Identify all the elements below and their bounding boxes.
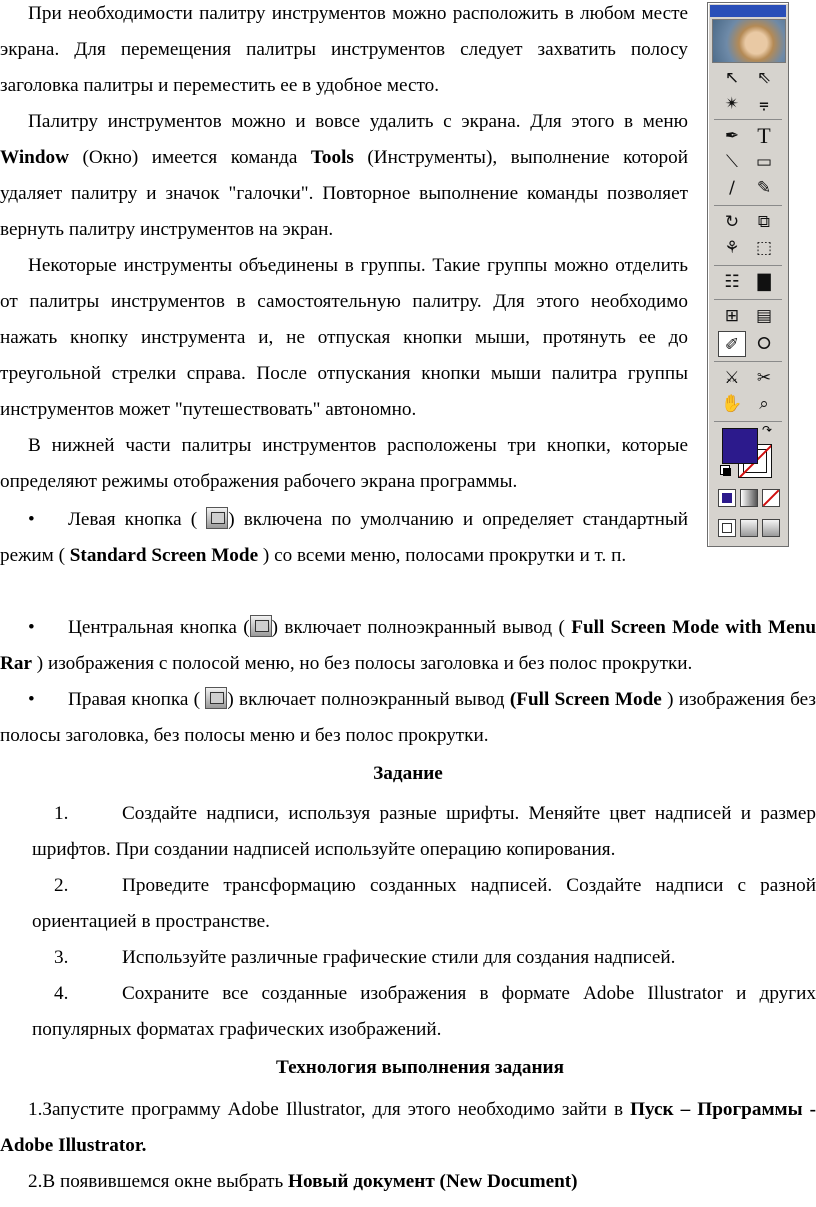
hand-icon: ✋ [721,394,743,414]
line-segment-icon: ⟍ [726,152,738,172]
palette-separator [714,299,782,300]
task-item: 2. Проведите трансформацию созданных надписей. Создайте надписи с разной ориентацией в пространстве. [32,875,816,932]
task-item: 4. Сохраните все созданные изображения в формате Adobe Illustrator и других популярных форматах графических изображений. [32,983,816,1040]
symbol-sprayer-icon: ☷ [724,272,740,292]
none-mode-button [762,489,780,507]
task-item: 3. Используйте различные графические стили для создания надписей. [54,947,676,968]
default-colors-icon [720,465,732,477]
technology-heading: Технология выполнения задания [276,1057,564,1078]
selection-arrow-icon: ↖ [724,68,740,88]
scissors-icon: ✂ [756,368,772,388]
gradient-icon: ▤ [755,306,773,326]
palette-separator [714,119,782,120]
free-transform-icon: ⬚ [755,238,773,258]
menu-window-text: Window [0,147,69,168]
palette-separator [714,205,782,206]
task-item: 1. Создайте надписи, используя разные шрифты. Меняйте цвет надписей и размер шрифтов. При создании надписей используйте операцию копирования. [32,803,816,860]
warp-icon: ⚘ [724,238,740,258]
full-screen-menu-mode-button [740,519,758,537]
window-icon [722,523,732,533]
bullet-symbol: • [28,617,35,638]
slice-icon: ⚔ [724,368,740,388]
illustrator-logo [712,19,786,63]
paragraph-remove-palette: Палитру инструментов можно и вовсе удалить с экрана. Для этого в меню Window (Окно) имеется команда Tools (Инструменты), выполнение которой удаляет палитру и значок "галочки". Повторное выполнение команды позволяет вернуть палитру инструментов на экран. [0,111,688,240]
blend-icon: ⭘ [757,334,771,354]
standard-screen-mode-icon [206,507,228,529]
full-screen-menu-mode-icon [250,615,272,637]
bullet-symbol: • [28,509,35,530]
full-screen-mode-icon [205,687,227,709]
magic-wand-icon: ✴ [724,94,740,114]
paintbrush-icon: ∕ [729,178,735,198]
fill-swatch [722,428,758,464]
paragraph-palette-position: При необходимости палитру инструментов можно расположить в любом месте экрана. Для перемещения палитры инструментов следует захватить полосу заголовка палитры и переместить ее в удобное место. [0,3,688,96]
pencil-icon: ✎ [756,178,772,198]
rotate-icon: ↻ [724,212,740,232]
mesh-icon: ⊞ [724,306,740,326]
palette-title-bar [710,5,786,17]
palette-separator [714,361,782,362]
eyedropper-icon: ✐ [718,331,746,357]
full-screen-mode-button [762,519,780,537]
none-slash-icon [763,490,780,507]
lasso-icon: ⩦ [759,94,769,114]
gradient-mode-button [740,489,758,507]
command-tools-text: Tools [310,147,354,168]
paragraph-screen-buttons: В нижней части палитры инструментов расположены три кнопки, которые определяют режимы отображения рабочего экрана программы. [0,435,688,492]
graph-icon: ▇ [757,272,771,292]
swap-colors-icon: ↷ [762,423,773,437]
standard-screen-mode-button [718,519,736,537]
step-item: 2.В появившемся окне выбрать Новый документ (New Document) [28,1171,578,1192]
type-icon: T [757,123,771,148]
zoom-icon: ⌕ [759,394,769,414]
color-mode-button [718,489,736,507]
palette-separator [714,421,782,422]
step-item: 1.Запустите программу Adobe Illustrator, для этого необходимо зайти в Пуск – Программы - Adobe Illustrator. [0,1099,816,1156]
bullet-symbol: • [28,689,35,710]
palette-separator [714,265,782,266]
pen-icon: ✒ [724,126,740,146]
task-heading: Задание [373,763,443,784]
paragraph-tool-groups: Некоторые инструменты объединены в группы. Такие группы можно отделить от палитры инструментов в самостоятельную палитру. Для этого необходимо нажать кнопку инструмента и, не отпуская кнопки мыши, протянуть ее до треугольной стрелки справа. После отпускания кнопки мыши палитра группы инструментов может "путешествовать" автономно. [0,255,688,420]
scale-icon: ⧉ [757,212,771,232]
tool-palette [707,2,789,547]
color-icon [722,493,732,503]
document-page: При необходимости палитру инструментов можно расположить в любом месте экрана. Для перемещения палитры инструментов следует захватить полосу заголовка палитры и переместить ее в удобное место. Палитру инструментов можно и вовсе удалить с экрана. Для этого в меню Window (Окно) имеется команда Tools (Инструменты), выполнение которой удаляет палитру и значок "галочки". Повторное выполнение команды позволяет вернуть палитру инструментов на экран. Некоторые инструменты объединены в группы. Такие группы можно отделить от палитры инструментов в самостоятельную палитру. Для этого необходимо нажать кнопку инструмента и, не отпуская кнопки мыши, протянуть ее до треугольной стрелки справа. После отпускания кнопки мыши палитра группы инструментов может "путешествовать" автономно. В нижней части палитры инструментов расположены три кнопки, которые определяют режимы отображения рабочего экрана программы. • Левая кнопка ( ) включена по умолчанию и определяет стандартный режим ( Standard Screen Mode ) со всеми меню, полосами прокрутки и т. п. • Центральная кнопка ( ) включает полноэкранный вывод ( Full Screen Mode with Menu Rar ) изображения с полосой меню, но без полосы заголовка и без полос прокрутки. • Правая кнопка ( ) включает полноэкранный вывод (Full Screen Mode ) изображения без полосы заголовка, без полосы меню и без полос прокрутки. Задание 1. Создайте надписи, используя разные шрифты. Меняйте цвет надписей и размер шрифтов. При создании надписей используйте операцию копирования. 2. Проведите трансформацию созданных надписей. Создайте надписи с разной ориентацией в пространстве. 3. Используйте различные графические стили для создания надписей. 4. Сохраните все созданные изображения в формате Adobe Illustrator и других популярных форматах графических изображений. Технология выполнения задания 1.Запустите программу Adobe Illustrator, для этого необходимо зайти в Пуск – Программы - Adobe Illustrator. 2.В появившемся окне выбрать Новый документ (New Document) ↖ ⇖ ✴ ⩦ ✒ T ⟍ ▭ ∕ ✎ ↻ ⧉ ⚘ ⬚ ☷ ▇ ⊞ ▤ ✐ ⭘ ⚔ ✂ ✋ ⌕ ↷ [0,0,816,1207]
rectangle-icon: ▭ [755,152,773,172]
direct-selection-icon: ⇖ [756,68,772,88]
